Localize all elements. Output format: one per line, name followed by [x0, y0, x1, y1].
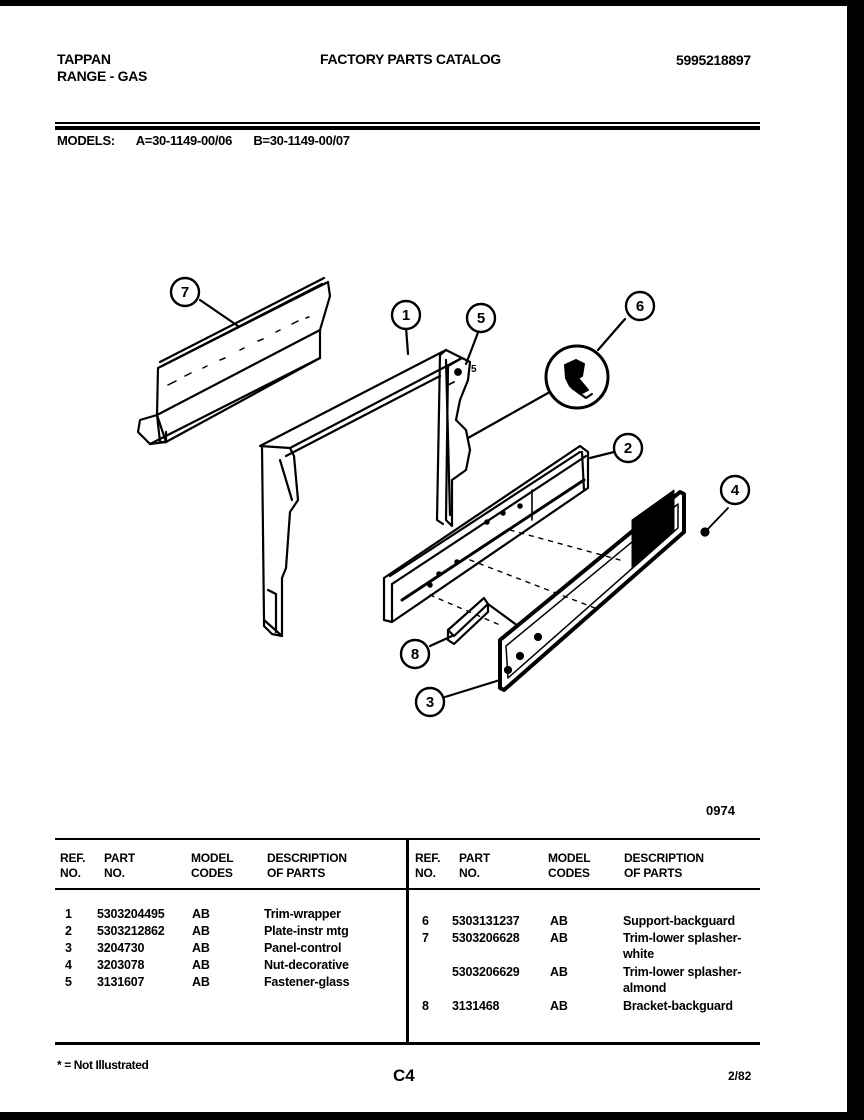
model-codes: AB [192, 958, 210, 972]
header-part-line2: NO. [459, 866, 480, 880]
header-ref-left [60, 851, 85, 881]
description: Support-backguard [623, 914, 735, 928]
scan-border-bottom [0, 1112, 864, 1120]
callout-4-label: 4 [730, 482, 740, 499]
description [623, 930, 741, 962]
part-no: 5303206628 [452, 931, 520, 945]
header-model-line2: CODES [548, 866, 590, 880]
header-ref-line2: NO. [415, 866, 436, 880]
leader-6 [598, 319, 625, 350]
part-no: 3131607 [97, 975, 145, 989]
description: Fastener-glass [264, 975, 350, 989]
part-no: 3204730 [97, 941, 145, 955]
header-ref-line1: REF. [415, 851, 441, 865]
model-codes: AB [192, 941, 210, 955]
model-codes: AB [192, 907, 210, 921]
leader-5 [466, 330, 479, 364]
ref-no: 2 [65, 924, 72, 938]
callout-3-label: 3 [425, 694, 435, 711]
table-column-divider [406, 838, 409, 1043]
model-b: B=30-1149-00/07 [253, 133, 350, 148]
svg-text:5: 5 [471, 364, 477, 375]
callout-8-label: 8 [410, 646, 420, 663]
header-desc-line1: DESCRIPTION [267, 851, 347, 865]
fastener-glass-screw [448, 369, 461, 385]
callout-5-label: 5 [476, 310, 486, 327]
ref-no: 4 [65, 958, 72, 972]
header-part-line1: PART [459, 851, 490, 865]
header-model-line1: MODEL [191, 851, 234, 865]
header-part-right [459, 851, 490, 881]
leader-7 [200, 300, 238, 326]
revision-date: 2/82 [728, 1069, 752, 1083]
part-no: 5303212862 [97, 924, 165, 938]
header-desc-line2: OF PARTS [624, 866, 683, 880]
callout-1-label: 1 [401, 307, 411, 324]
part-2-plate-instr-mtg [384, 446, 620, 625]
header-ref-right [415, 851, 440, 881]
description: Nut-decorative [264, 958, 349, 972]
model-codes: AB [550, 914, 568, 928]
leader-2 [590, 452, 614, 458]
leader-1 [406, 327, 408, 354]
part-3-panel-control [500, 490, 684, 690]
leader-3 [445, 680, 500, 697]
model-codes: AB [550, 965, 568, 979]
header-model-line2: CODES [191, 866, 233, 880]
models-label: MODELS: [57, 133, 115, 148]
description-line1: Trim-lower splasher- [623, 931, 742, 945]
description: Bracket-backguard [623, 999, 733, 1013]
model-a: A=30-1149-00/06 [135, 133, 233, 148]
model-codes: AB [550, 931, 568, 945]
ref-no: 7 [422, 931, 429, 945]
part-1-trim-wrapper [260, 350, 470, 636]
header-part-line1: PART [104, 851, 135, 865]
part-8-bracket-backguard [448, 598, 518, 644]
ref-no: 6 [422, 914, 429, 928]
header-ref-line2: NO. [60, 866, 81, 880]
header-ref-line1: REF. [60, 851, 86, 865]
description: Panel-control [264, 941, 342, 955]
model-codes: AB [550, 999, 568, 1013]
header-model-left [191, 851, 233, 881]
callout-6-label: 6 [635, 298, 645, 315]
catalog-number: 5995218897 [676, 52, 751, 68]
header-desc-line1: DESCRIPTION [624, 851, 704, 865]
drawing-code: 0974 [706, 803, 735, 818]
description: Plate-instr mtg [264, 924, 349, 938]
header-part-line2: NO. [104, 866, 125, 880]
part-no: 5303131237 [452, 914, 520, 928]
part-4-nut-decorative [702, 508, 729, 536]
page-id: C4 [393, 1066, 415, 1085]
header-desc-right [624, 851, 704, 881]
ref-no: 8 [422, 999, 429, 1013]
callout-7-label: 7 [180, 284, 190, 301]
ref-no: 1 [65, 907, 72, 921]
description [623, 964, 741, 996]
description: Trim-wrapper [264, 907, 341, 921]
header-desc-line2: OF PARTS [267, 866, 326, 880]
description-line2: almond [623, 981, 667, 995]
not-illustrated-note: * = Not Illustrated [57, 1058, 149, 1072]
model-codes: AB [192, 975, 210, 989]
header-model-line1: MODEL [548, 851, 591, 865]
product-type: RANGE - GAS [57, 68, 148, 84]
part-no: 5303204495 [97, 907, 165, 921]
part-no: 5303206629 [452, 965, 520, 979]
callout-2-label: 2 [623, 440, 633, 457]
description-line2: white [623, 947, 654, 961]
catalog-title: FACTORY PARTS CATALOG [320, 51, 501, 67]
ref-no: 3 [65, 941, 72, 955]
header-desc-left [267, 851, 347, 881]
header-model-right [548, 851, 590, 881]
brand-name: TAPPAN [57, 51, 111, 67]
description-line1: Trim-lower splasher- [623, 965, 742, 979]
part-no: 3203078 [97, 958, 145, 972]
part-7-trim-lower-splasher [138, 278, 330, 444]
part-6-detail-circle [468, 346, 608, 438]
ref-no: 5 [65, 975, 72, 989]
part-no: 3131468 [452, 999, 500, 1013]
model-codes: AB [192, 924, 210, 938]
header-part-left [104, 851, 135, 881]
